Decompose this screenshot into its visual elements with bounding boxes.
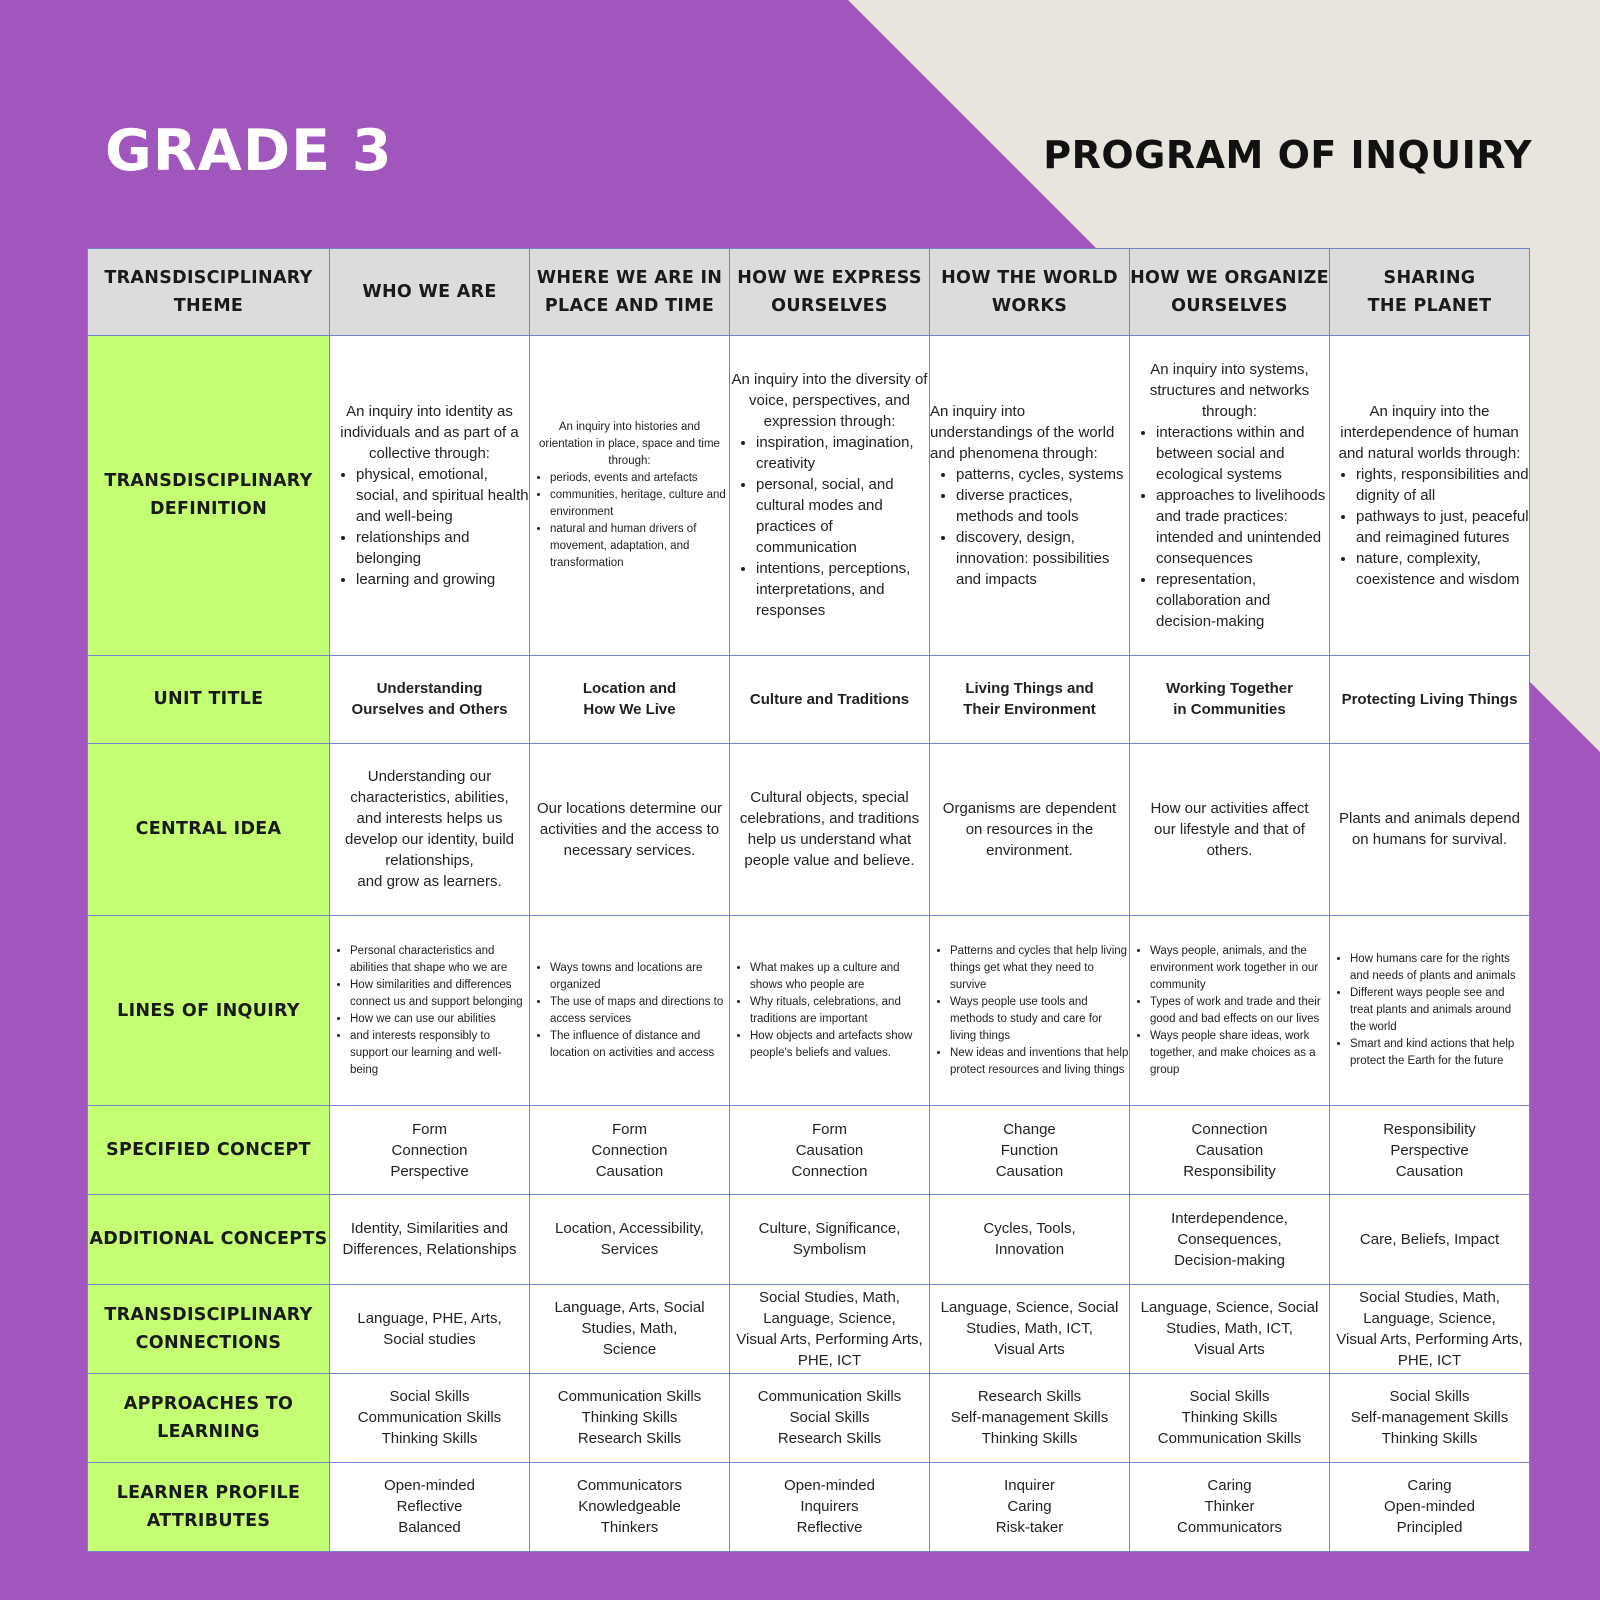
central-idea-cell: Cultural objects, special celebrations, and traditions help us understand what people value and believe. (730, 743, 930, 915)
learner-profile-cell: Caring Thinker Communicators (1130, 1462, 1330, 1551)
definition-cell (530, 336, 730, 655)
definition-bullet: • intentions, perceptions, interpretations, and responses (756, 558, 929, 621)
definition-bullet: • learning and growing (356, 569, 529, 590)
connections-cell: Social Studies, Math, Language, Science, Visual Arts, Performing Arts, PHE, ICT (1330, 1284, 1530, 1373)
definition-bullet: • personal, social, and cultural modes and practices of communication (756, 474, 929, 558)
connections-cell: Language, Arts, Social Studies, Math, Science (530, 1284, 730, 1373)
approaches-cell: Communication Skills Thinking Skills Research Skills (530, 1373, 730, 1462)
inquiry-line: • How similarities and differences connect us and support belonging (350, 977, 529, 1011)
program-title: PROGRAM OF INQUIRY (1043, 133, 1532, 177)
definition-bullet: • communities, heritage, culture and environment (550, 487, 729, 521)
lines-of-inquiry-row (88, 915, 1530, 1105)
approaches-cell: Social Skills Self-management Skills Thinking Skills (1330, 1373, 1530, 1462)
approaches-cell: Research Skills Self-management Skills Thinking Skills (930, 1373, 1130, 1462)
unit-title-row (88, 655, 1530, 743)
row-label-approaches: APPROACHES TO LEARNING (88, 1373, 330, 1462)
row-label-specified-concept: SPECIFIED CONCEPT (88, 1106, 330, 1195)
inquiry-line: • How objects and artefacts show people's beliefs and values. (750, 1028, 929, 1062)
approaches-cell: Communication Skills Social Skills Research Skills (730, 1373, 930, 1462)
connections-cell: Language, PHE, Arts, Social studies (330, 1284, 530, 1373)
approaches-cell: Social Skills Communication Skills Thinking Skills (330, 1373, 530, 1462)
definition-cell (330, 336, 530, 655)
specified-concept-cell: Form Causation Connection (730, 1106, 930, 1195)
inquiry-line: • What makes up a culture and shows who people are (750, 960, 929, 994)
header-how-the-world-works: HOW THE WORLD WORKS (930, 249, 1130, 336)
definition-cell (730, 336, 930, 655)
inquiry-line: • Smart and kind actions that help protect the Earth for the future (1350, 1036, 1529, 1070)
central-idea-cell: Understanding our characteristics, abilities, and interests helps us develop our identity, build relationships, and grow as learners. (330, 743, 530, 915)
inquiry-line: • and interests responsibly to support our learning and well-being (350, 1028, 529, 1079)
definition-bullet: • periods, events and artefacts (550, 470, 729, 487)
inquiry-line: • Types of work and trade and their good and bad effects on our lives (1150, 994, 1329, 1028)
inquiry-line: • Different ways people see and treat plants and animals around the world (1350, 985, 1529, 1036)
header-how-we-organize: HOW WE ORGANIZE OURSELVES (1130, 249, 1330, 336)
definition-bullet: • inspiration, imagination, creativity (756, 432, 929, 474)
unit-title-cell: Location and How We Live (530, 655, 730, 743)
specified-concept-cell: Connection Causation Responsibility (1130, 1106, 1330, 1195)
header-where-we-are: WHERE WE ARE IN PLACE AND TIME (530, 249, 730, 336)
specified-concept-cell: Change Function Causation (930, 1106, 1130, 1195)
learner-profile-cell: Caring Open-minded Principled (1330, 1462, 1530, 1551)
unit-title-cell: Protecting Living Things (1330, 655, 1530, 743)
specified-concept-cell: Form Connection Causation (530, 1106, 730, 1195)
unit-title-cell: Culture and Traditions (730, 655, 930, 743)
definition-bullet: • physical, emotional, social, and spiritual health and well-being (356, 464, 529, 527)
definition-bullet: • patterns, cycles, systems (956, 464, 1129, 485)
header-sharing-the-planet: SHARING THE PLANET (1330, 249, 1530, 336)
theme-header-row (88, 249, 1530, 336)
row-label-connections: TRANSDISCIPLINARY CONNECTIONS (88, 1284, 330, 1373)
central-idea-cell: How our activities affect our lifestyle and that of others. (1130, 743, 1330, 915)
approaches-cell: Social Skills Thinking Skills Communication Skills (1130, 1373, 1330, 1462)
unit-title-cell: Understanding Ourselves and Others (330, 655, 530, 743)
row-label-additional-concepts: ADDITIONAL CONCEPTS (88, 1195, 330, 1284)
definition-lead: An inquiry into identity as individuals and as part of a collective through: (340, 402, 519, 462)
specified-concept-cell: Responsibility Perspective Causation (1330, 1106, 1530, 1195)
row-label-definition: TRANSDISCIPLINARY DEFINITION (88, 336, 330, 655)
definition-lead: An inquiry into histories and orientation in place, space and time through: (539, 420, 720, 467)
header-how-we-express: HOW WE EXPRESS OURSELVES (730, 249, 930, 336)
inquiry-line: • How we can use our abilities (350, 1011, 529, 1028)
inquiry-line: • Ways people use tools and methods to study and care for living things (950, 994, 1129, 1045)
connections-row (88, 1284, 1530, 1373)
learner-profile-cell: Open-minded Reflective Balanced (330, 1462, 530, 1551)
central-idea-cell: Our locations determine our activities and the access to necessary services. (530, 743, 730, 915)
additional-concepts-cell: Care, Beliefs, Impact (1330, 1195, 1530, 1284)
central-idea-cell: Plants and animals depend on humans for survival. (1330, 743, 1530, 915)
approaches-row (88, 1373, 1530, 1462)
definition-bullet: • discovery, design, innovation: possibilities and impacts (956, 527, 1129, 590)
inquiry-line: • How humans care for the rights and needs of plants and animals (1350, 951, 1529, 985)
definition-cell (1330, 336, 1530, 655)
header-transdisciplinary-theme: TRANSDISCIPLINARY THEME (88, 249, 330, 336)
additional-concepts-cell: Location, Accessibility, Services (530, 1195, 730, 1284)
inquiry-line: • The influence of distance and location on activities and access (550, 1028, 729, 1062)
specified-concept-row (88, 1106, 1530, 1195)
row-label-lines-of-inquiry: LINES OF INQUIRY (88, 915, 330, 1105)
additional-concepts-cell: Identity, Similarities and Differences, Relationships (330, 1195, 530, 1284)
inquiry-line: • Patterns and cycles that help living things get what they need to survive (950, 943, 1129, 994)
learner-profile-cell: Communicators Knowledgeable Thinkers (530, 1462, 730, 1551)
unit-title-cell: Working Together in Communities (1130, 655, 1330, 743)
central-idea-cell: Organisms are dependent on resources in the environment. (930, 743, 1130, 915)
additional-concepts-cell: Culture, Significance, Symbolism (730, 1195, 930, 1284)
lines-of-inquiry-cell (530, 915, 730, 1105)
inquiry-line: • Ways towns and locations are organized (550, 960, 729, 994)
lines-of-inquiry-cell (1130, 915, 1330, 1105)
definition-bullet: • relationships and belonging (356, 527, 529, 569)
definition-bullet: • diverse practices, methods and tools (956, 485, 1129, 527)
definition-lead: An inquiry into understandings of the world and phenomena through: (930, 402, 1115, 462)
definition-bullet: • pathways to just, peaceful and reimagined futures (1356, 506, 1529, 548)
additional-concepts-row (88, 1195, 1530, 1284)
definition-bullet: • representation, collaboration and decision-making (1156, 569, 1329, 632)
definition-cell (1130, 336, 1330, 655)
program-of-inquiry-table (87, 248, 1530, 1552)
definition-cell (930, 336, 1130, 655)
definition-lead: An inquiry into the diversity of voice, perspectives, and expression through: (731, 371, 928, 431)
row-label-learner-profile: LEARNER PROFILE ATTRIBUTES (88, 1462, 330, 1551)
inquiry-line: • Ways people, animals, and the environment work together in our community (1150, 943, 1329, 994)
definition-lead: An inquiry into systems, structures and networks through: (1149, 360, 1310, 420)
definition-bullet: • natural and human drivers of movement, adaptation, and transformation (550, 521, 729, 572)
header-who-we-are: WHO WE ARE (330, 249, 530, 336)
lines-of-inquiry-cell (930, 915, 1130, 1105)
central-idea-row (88, 743, 1530, 915)
specified-concept-cell: Form Connection Perspective (330, 1106, 530, 1195)
row-label-unit-title: UNIT TITLE (88, 655, 330, 743)
definition-bullet: • approaches to livelihoods and trade practices: intended and unintended consequences (1156, 485, 1329, 569)
definition-bullet: • nature, complexity, coexistence and wisdom (1356, 548, 1529, 590)
inquiry-line: • Personal characteristics and abilities that shape who we are (350, 943, 529, 977)
inquiry-line: • Ways people share ideas, work together, and make choices as a group (1150, 1028, 1329, 1079)
connections-cell: Language, Science, Social Studies, Math, ICT, Visual Arts (1130, 1284, 1330, 1373)
grade-title: GRADE 3 (105, 118, 393, 184)
inquiry-line: • The use of maps and directions to access services (550, 994, 729, 1028)
lines-of-inquiry-cell (1330, 915, 1530, 1105)
learner-profile-row (88, 1462, 1530, 1551)
lines-of-inquiry-cell (730, 915, 930, 1105)
definition-bullet: • interactions within and between social and ecological systems (1156, 422, 1329, 485)
row-label-central-idea: CENTRAL IDEA (88, 743, 330, 915)
lines-of-inquiry-cell (330, 915, 530, 1105)
definition-bullet: • rights, responsibilities and dignity of all (1356, 464, 1529, 506)
connections-cell: Social Studies, Math, Language, Science, Visual Arts, Performing Arts, PHE, ICT (730, 1284, 930, 1373)
definition-lead: An inquiry into the interdependence of human and natural worlds through: (1338, 402, 1521, 462)
additional-concepts-cell: Interdependence, Consequences, Decision-making (1130, 1195, 1330, 1284)
additional-concepts-cell: Cycles, Tools, Innovation (930, 1195, 1130, 1284)
inquiry-line: • Why rituals, celebrations, and traditions are important (750, 994, 929, 1028)
inquiry-line: • New ideas and inventions that help protect resources and living things (950, 1045, 1129, 1079)
learner-profile-cell: Open-minded Inquirers Reflective (730, 1462, 930, 1551)
unit-title-cell: Living Things and Their Environment (930, 655, 1130, 743)
connections-cell: Language, Science, Social Studies, Math, ICT, Visual Arts (930, 1284, 1130, 1373)
learner-profile-cell: Inquirer Caring Risk-taker (930, 1462, 1130, 1551)
definition-row (88, 336, 1530, 655)
